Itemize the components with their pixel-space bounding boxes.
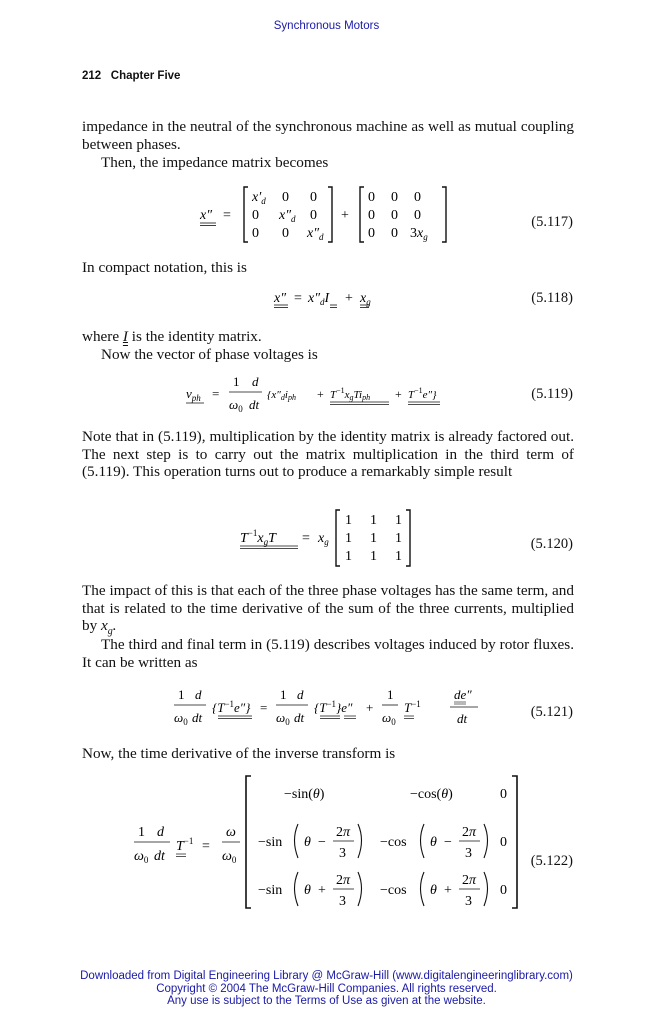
svg-text:ω0: $\omega_0$	[229, 397, 243, 414]
paragraph-6: Note that in (5.119), multiplication by the identity matrix is already factored out. The next step is to carry out the matrix multiplication in the third term of (5.119). This operation turns out to produce a remarkably simple result	[82, 428, 574, 481]
svg-text:1: 1	[280, 687, 287, 702]
svg-text:dt: dt	[457, 711, 468, 726]
svg-text:+: +	[366, 700, 374, 715]
svg-text:T−1: $T^{-1}$	[404, 699, 421, 715]
equation-number-5-117: (5.117)	[531, 214, 573, 230]
equation-number-5-118: (5.118)	[531, 290, 573, 306]
svg-text:0: 0	[282, 190, 289, 205]
equation-5-122	[128, 772, 528, 914]
svg-text:−sin(θ): −sin(θ)	[284, 787, 325, 802]
equation-number-5-119: (5.119)	[531, 386, 573, 402]
svg-text:1: 1	[345, 531, 352, 546]
svg-text:1: 1	[387, 687, 394, 702]
svg-text:−cos: −cos	[380, 835, 407, 850]
svg-text:x′d: $x'_d$	[252, 190, 266, 206]
svg-text:T−1xgT: $T^{-1}x_gT$	[240, 528, 276, 547]
svg-text:−: −	[444, 835, 452, 850]
equation-5-117	[190, 182, 460, 246]
svg-text:+: +	[317, 387, 324, 401]
paragraph-4-prefix: where	[82, 328, 120, 345]
svg-text:θ: θ	[304, 883, 311, 898]
svg-text:dt: dt	[192, 710, 203, 725]
svg-text:d: d	[157, 825, 164, 840]
svg-text:0: 0	[310, 208, 317, 223]
svg-text:1: 1	[345, 513, 352, 528]
paragraph-9: Now, the time derivative of the inverse transform is	[82, 745, 396, 762]
identity-matrix-symbol: I	[122, 328, 128, 345]
svg-text:+: +	[395, 387, 402, 401]
svg-text:1: 1	[178, 687, 185, 702]
svg-text:1: 1	[395, 513, 402, 528]
svg-text:0: 0	[368, 190, 375, 205]
svg-text:=: =	[212, 386, 220, 401]
svg-text:ω0: $\omega_0$	[382, 710, 396, 727]
svg-text:θ: θ	[304, 835, 311, 850]
svg-text:−: −	[318, 835, 326, 850]
svg-text:2π: 2π	[336, 825, 351, 840]
paragraph-8: The third and final term in (5.119) describes voltages induced by rotor fluxes. It can be written as	[82, 636, 574, 671]
svg-text:1: 1	[395, 549, 402, 564]
svg-text:=: =	[302, 531, 310, 546]
svg-text:0: 0	[391, 208, 398, 223]
svg-text:x″: x″	[274, 291, 287, 306]
svg-text:dt: dt	[294, 710, 305, 725]
svg-text:0: 0	[252, 208, 259, 223]
equation-5-120	[236, 508, 426, 570]
svg-text:1: 1	[395, 531, 402, 546]
svg-text:0: 0	[414, 208, 421, 223]
svg-text:+: +	[444, 883, 452, 898]
svg-text:0: 0	[500, 835, 507, 850]
chapter-title: Chapter Five	[110, 70, 181, 82]
svg-text:d: d	[297, 687, 304, 702]
svg-text:{T−1e″}: $\{T^{-1}e''\}$	[212, 699, 251, 715]
svg-text:xg: $x_g$	[318, 531, 329, 547]
paragraph-7-text: The impact of this is that each of the three phase voltages has the same term, and that is related to the time derivative of the sum of the three currents, multiplied by	[82, 582, 574, 635]
equation-number-5-121: (5.121)	[530, 704, 573, 720]
svg-text:3xg: $3x_g$	[410, 226, 428, 242]
svg-text:−cos(θ): −cos(θ)	[410, 787, 453, 802]
svg-text:=: =	[294, 291, 302, 306]
page-number-chapter	[82, 70, 180, 82]
svg-text:3: 3	[339, 846, 346, 861]
svg-text:θ: θ	[430, 835, 437, 850]
svg-text:−sin: −sin	[258, 883, 283, 898]
svg-text:=: =	[202, 839, 210, 854]
footer-notice	[0, 970, 653, 1008]
paragraph-7	[82, 582, 574, 641]
xg-symbol: $x_g$.	[100, 617, 117, 638]
svg-text:d: d	[252, 374, 259, 389]
svg-text:3: 3	[465, 846, 472, 861]
svg-text:1: 1	[138, 825, 145, 840]
svg-text:1: 1	[370, 549, 377, 564]
svg-text:0: 0	[414, 190, 421, 205]
svg-text:{x″diph: {x″diph	[267, 389, 296, 402]
svg-text:{T−1}e″: $\{T^{-1}\}e''$	[314, 699, 353, 715]
svg-text:0: 0	[368, 226, 375, 241]
svg-text:0: 0	[310, 190, 317, 205]
svg-text:1: 1	[233, 374, 240, 389]
svg-text:de″: de″	[454, 687, 472, 702]
svg-text:=: =	[223, 208, 231, 223]
footer-terms: Any use is subject to the Terms of Use as given at the website.	[167, 995, 486, 1007]
page-number: 212	[82, 70, 102, 82]
paragraph-5: Now the vector of phase voltages is	[101, 346, 318, 363]
svg-text:+: +	[345, 291, 353, 306]
svg-text:T−1: $T^{-1}$	[176, 836, 194, 854]
svg-text:−sin: −sin	[258, 835, 283, 850]
svg-text:x″: x″	[200, 208, 213, 223]
svg-text:−cos: −cos	[380, 883, 407, 898]
svg-text:ω0: $\omega_0$	[276, 710, 290, 727]
svg-text:0: 0	[500, 883, 507, 898]
svg-text:ω0: $\omega_0$	[222, 849, 237, 865]
equation-number-5-120: (5.120)	[530, 536, 573, 552]
svg-text:xg: $x_g$	[360, 291, 371, 307]
svg-text:0: 0	[252, 226, 259, 241]
svg-text:ω0: $\omega_0$	[174, 710, 188, 727]
svg-text:x″dI: $x''_dI$	[308, 291, 330, 307]
svg-text:+: +	[318, 883, 326, 898]
svg-text:d: d	[195, 687, 202, 702]
svg-text:2π: 2π	[336, 873, 351, 888]
svg-text:1: 1	[370, 513, 377, 528]
equation-5-119	[182, 370, 452, 416]
equation-5-118	[270, 287, 390, 311]
svg-text:0: 0	[391, 226, 398, 241]
running-header: Synchronous Motors	[273, 20, 380, 32]
footer-download-link[interactable]: Downloaded from Digital Engineering Library @ McGraw-Hill (www.digitalengineeringlibrary.com)	[80, 970, 573, 982]
svg-text:0: 0	[500, 787, 507, 802]
paragraph-4	[82, 328, 574, 346]
paragraph-3: In compact notation, this is	[82, 259, 247, 276]
svg-text:vph: $v_{ph}$	[186, 386, 201, 403]
svg-text:+: +	[341, 208, 349, 223]
footer-copyright: Copyright © 2004 The McGraw-Hill Companies. All rights reserved.	[156, 982, 497, 995]
svg-text:θ: θ	[430, 883, 437, 898]
svg-text:x″d: $x''_d$	[307, 226, 324, 242]
paragraph-1: impedance in the neutral of the synchronous machine as well as mutual coupling between phases.	[82, 118, 574, 153]
svg-text:dt: dt	[154, 849, 165, 864]
svg-text:3: 3	[339, 894, 346, 909]
svg-text:0: 0	[391, 190, 398, 205]
svg-text:2π: 2π	[462, 873, 477, 888]
equation-5-121	[168, 682, 488, 732]
svg-text:T−1e″}: $T^{-1}e''$}	[408, 386, 437, 401]
svg-text:2π: 2π	[462, 825, 477, 840]
svg-text:1: 1	[370, 531, 377, 546]
svg-text:x″d: $x''_d$	[279, 208, 296, 224]
svg-text:dt: dt	[249, 397, 260, 412]
svg-text:ω0: $\omega_0$	[134, 849, 149, 865]
svg-text:0: 0	[368, 208, 375, 223]
svg-text:1: 1	[345, 549, 352, 564]
svg-text:=: =	[260, 700, 268, 715]
equation-number-5-122: (5.122)	[530, 853, 573, 869]
paragraph-2: Then, the impedance matrix becomes	[101, 154, 329, 171]
svg-text:0: 0	[282, 226, 289, 241]
svg-text:T−1xgTiph: $T^{-1}xgTiph$	[330, 386, 371, 402]
svg-text:ω: ω	[226, 825, 236, 840]
svg-text:3: 3	[465, 894, 472, 909]
paragraph-4-suffix: is the identity matrix.	[131, 328, 262, 345]
